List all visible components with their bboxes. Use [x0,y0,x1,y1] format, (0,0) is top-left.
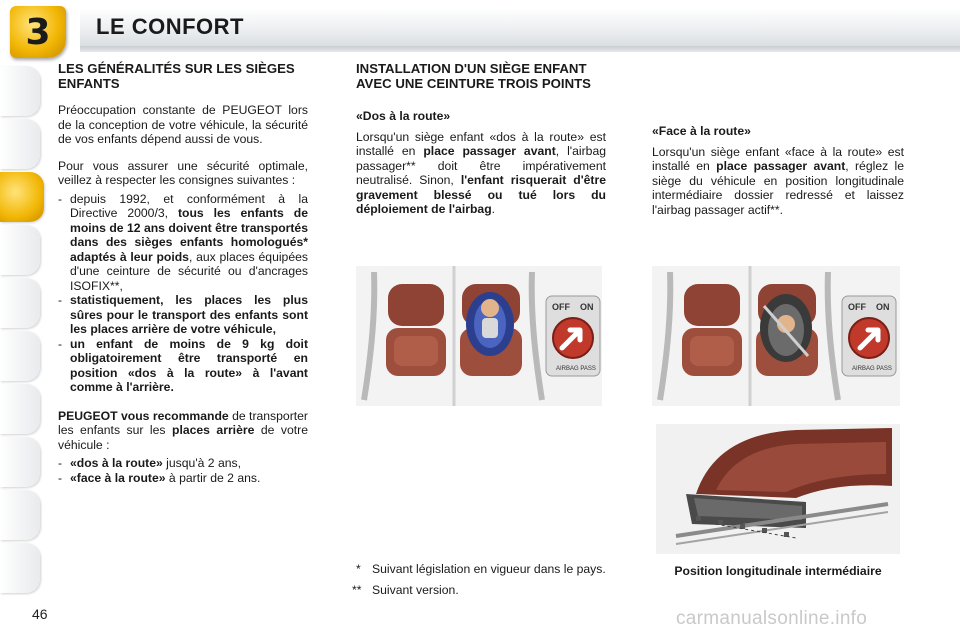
list-item [58,456,308,471]
list-item-bold: «dos à la route» [70,456,163,470]
chapter-tab [0,278,40,328]
switch-on-label: ON [876,302,890,312]
chapter-tab [0,543,40,593]
rear-facing-paragraph [356,130,606,217]
rear-facing-seat-drawing [356,266,602,406]
subheading-forward-facing: «Face à la route» [652,124,751,138]
recommendation-bold: places arrière [172,423,255,437]
list-item-text: jusqu'à 2 ans, [162,456,242,470]
paragraph-bold: place passager avant [716,159,846,173]
switch-caption: AIRBAG PASS [556,366,596,372]
footnote-1 [356,562,608,576]
airbag-switch-icon [546,296,600,376]
watermark: carmanualsonline.info [676,608,868,629]
recommendation-paragraph [58,409,308,453]
illustration-forward-facing-seat [652,266,900,406]
forward-facing-paragraph [652,145,904,218]
chapter-tab [0,66,40,116]
paragraph-text: , réglez le siège du véhicule en position longitudinale intermédiaire dossier redressé et laissez l'airbag passager actif**. [652,159,904,217]
recommendation-text: de transporter les enfants sur les [58,408,308,437]
chapter-tab [0,384,40,434]
paragraph-text: Lorsqu'un siège enfant «face à la route» est installé en [652,144,904,173]
illustration-rear-facing-seat [356,266,602,406]
seat-icon [682,284,742,376]
footnote-text: Suivant législation en vigueur dans le pays. [372,562,606,576]
chapter-number: 3 [25,11,51,53]
header-band [0,0,960,58]
switch-caption: AIRBAG PASS [852,366,892,372]
section-heading-general: LES GÉNÉRALITÉS SUR LES SIÈGES ENFANTS [58,61,295,91]
illustration-seat-rail [656,424,900,554]
list-item-text: depuis 1992, et conformément à la Directive 2000/3, [70,191,308,220]
list-item-bold: tous les enfants de moins de 12 ans doivent être transportés dans des sièges enfants homologués* adaptés à leur poids [70,206,309,264]
airbag-switch-icon [842,296,896,376]
list-item [58,471,308,486]
column-general [58,62,308,485]
list-item [58,192,308,294]
column-installation [356,62,606,229]
column-forward-facing [652,124,904,229]
switch-off-label: OFF [848,302,866,312]
switch-off-label: OFF [552,302,570,312]
list-item [58,337,308,395]
list-item-bold: statistiquement, les places les plus sûres pour le transport des enfants sont les places arrière de votre véhicule, [70,293,308,336]
chapter-tab [0,490,40,540]
instructions-paragraph: Pour vous assurer une sécurité optimale, veillez à respecter les consignes suivantes : [58,158,308,187]
paragraph-text: Lorsqu'un siège enfant «dos à la route» est installé en [356,129,606,158]
instructions-list [58,192,308,395]
footnote-text: Suivant version. [372,583,459,597]
page-number: 46 [32,606,48,622]
child-seat-icon [756,284,818,376]
seat-rail-drawing [656,424,900,554]
paragraph-text: . [491,202,496,216]
paragraph-bold: place passager avant [423,144,556,158]
list-item [58,293,308,337]
chapter-tab [0,437,40,487]
paragraph-text: , l'airbag passager** doit être impérativement neutralisé. Sinon, [356,144,606,187]
page-title: LE CONFORT [96,14,244,39]
chapter-tabs [0,66,44,596]
recommendation-list [58,456,308,485]
paragraph-bold: l'enfant risquerait d'être gravement blessé ou tué lors du déploiement de l'airbag [356,173,607,216]
list-item-bold: «face à la route» [70,470,166,485]
chapter-tab [0,331,40,381]
illustration-caption: Position longitudinale intermédiaire [674,564,882,578]
footnote-2 [352,583,608,597]
forward-facing-seat-drawing [652,266,900,406]
section-heading-installation: INSTALLATION D'UN SIÈGE ENFANT AVEC UNE CEINTURE TROIS POINTS [356,61,591,91]
child-seat-icon [460,284,522,376]
chapter-tab [0,119,40,169]
chapter-badge [10,6,66,58]
list-item-bold: un enfant de moins de 9 kg doit obligatoirement être transporté en position «dos à la route» à l'avant comme à l'arrière. [70,336,308,394]
footnote-mark: ** [352,583,362,597]
list-item-text: à partir de 2 ans. [165,470,261,485]
seat-icon [386,284,446,376]
switch-on-label: ON [580,302,594,312]
chapter-tab-active [0,172,44,222]
intro-paragraph: Préoccupation constante de PEUGEOT lors de la conception de votre véhicule, la sécurité de vos enfants dépend aussi de vous. [58,103,308,146]
chapter-tab [0,225,40,275]
subheading-rear-facing: «Dos à la route» [356,109,451,123]
recommendation-text: de votre véhicule : [58,423,308,452]
recommendation-bold: PEUGEOT vous recommande [58,408,229,423]
footnote-mark: * [356,562,361,576]
list-item-text: , aux places équipées d'une ceinture de sécurité ou d'ancrages ISOFIX**, [70,249,308,293]
footnotes [352,562,608,604]
